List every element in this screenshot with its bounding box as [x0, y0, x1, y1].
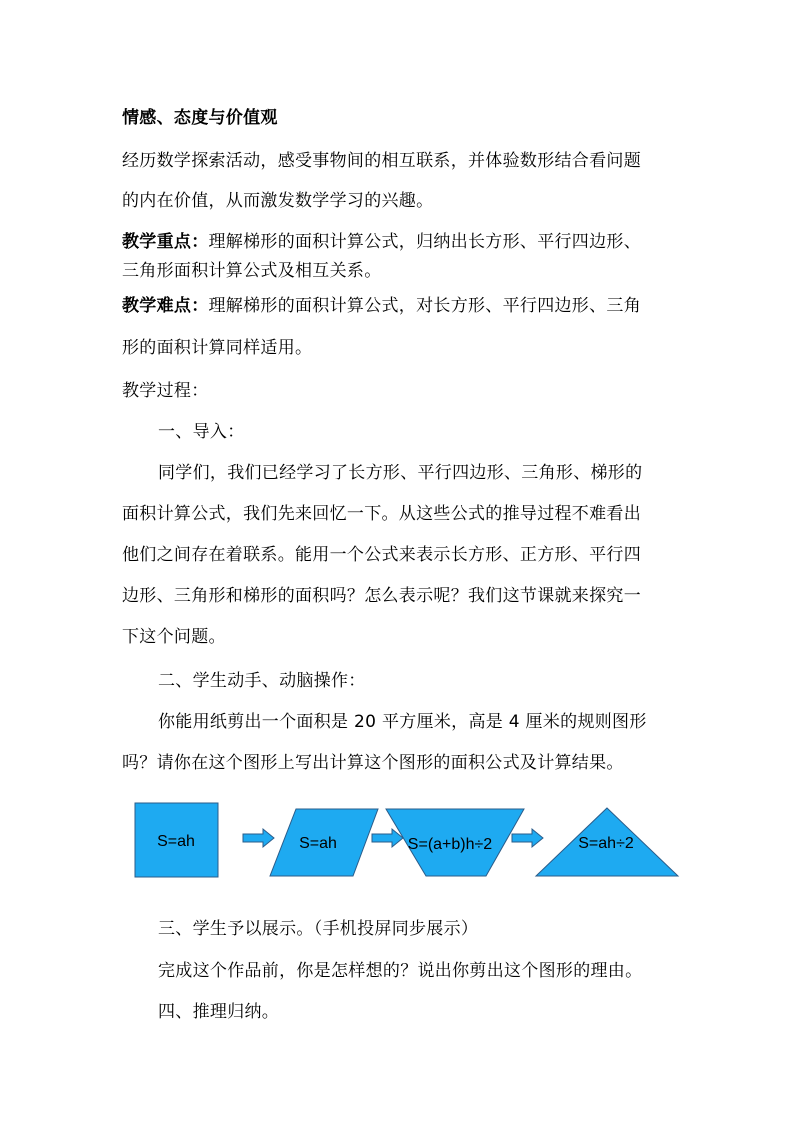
value-paragraph-line1: 经历数学探索活动，感受事物间的相互联系，并体验数形结合看问题 — [122, 151, 641, 171]
key-point-text: 理解梯形的面积计算公式，归纳出长方形、平行四边形、 — [208, 232, 641, 252]
value-paragraph-line2: 的内在价值，从而激发数学学习的兴趣。 — [122, 191, 434, 211]
step2-line1: 你能用纸剪出一个面积是 20 平方厘米，高是 4 厘米的规则图形 — [158, 712, 647, 732]
difficult-point-line1 — [122, 295, 641, 317]
step1-line3: 他们之间存在着联系。能用一个公式来表示长方形、正方形、平行四 — [122, 545, 641, 565]
step1-line2: 面积计算公式，我们先来回忆一下。从这些公式的推导过程不难看出 — [122, 504, 641, 524]
step3-line1: 完成这个作品前，你是怎样想的？说出你剪出这个图形的理由。 — [158, 961, 643, 981]
key-point-line2: 三角形面积计算公式及相互关系。 — [122, 261, 382, 281]
section-title: 情感、态度与价值观 — [122, 108, 278, 128]
step1-line5: 下这个问题。 — [122, 627, 226, 647]
parallelogram-formula: S=ah — [299, 835, 337, 852]
step1-line4: 边形、三角形和梯形的面积吗？怎么表示呢？我们这节课就来探究一 — [122, 586, 641, 606]
arrow-icon — [243, 829, 274, 847]
difficult-point-line2: 形的面积计算同样适用。 — [122, 338, 313, 358]
teaching-process-heading: 教学过程： — [122, 381, 209, 401]
arrow-icon — [372, 829, 403, 847]
difficult-point-label: 教学难点： — [122, 296, 209, 316]
difficult-point-text: 理解梯形的面积计算公式，对长方形、平行四边形、三角 — [208, 296, 641, 316]
step4-title: 四、推理归纳。 — [158, 1002, 280, 1022]
key-point-label: 教学重点： — [122, 232, 209, 252]
step1-line1: 同学们，我们已经学习了长方形、平行四边形、三角形、梯形的 — [158, 463, 643, 483]
rectangle-formula: S=ah — [157, 833, 195, 850]
step2-line2: 吗？请你在这个图形上写出计算这个图形的面积公式及计算结果。 — [122, 753, 624, 773]
key-point-line1 — [122, 231, 641, 253]
step1-title: 一、导入： — [158, 422, 245, 442]
step2-title: 二、学生动手、动脑操作： — [158, 671, 366, 691]
step3-title: 三、学生予以展示。（手机投屏同步展示） — [158, 919, 479, 939]
triangle-formula: S=ah÷2 — [578, 835, 634, 852]
trapezoid-formula: S=(a+b)h÷2 — [407, 836, 493, 853]
area-formula-shapes — [0, 790, 794, 890]
arrow-icon — [512, 829, 543, 847]
